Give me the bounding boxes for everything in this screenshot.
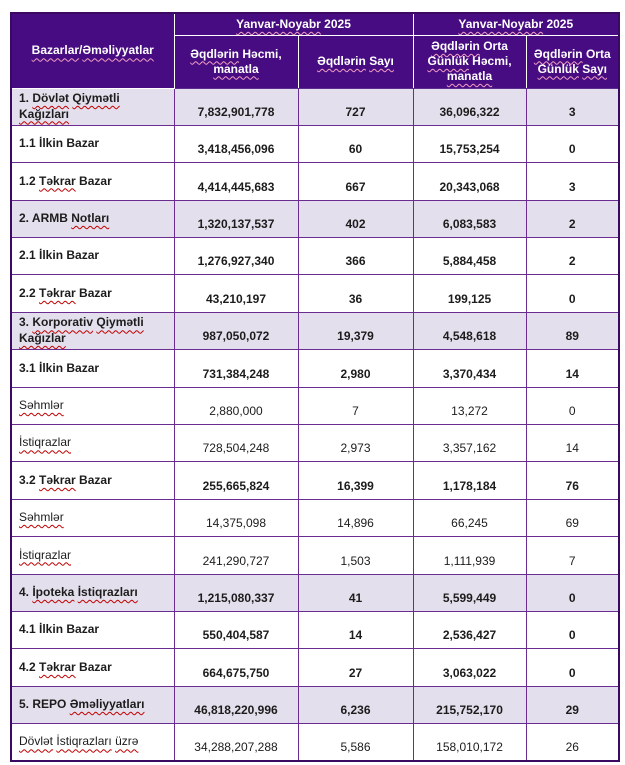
section-row [11, 312, 619, 349]
value-cell: 2,980 [298, 350, 413, 387]
plain-text: Bazar [75, 472, 112, 487]
value-cell: 550,404,587 [174, 611, 298, 648]
spellcheck-wavy-text: Qiymətli [96, 315, 144, 330]
plain-text: 1.2 [19, 173, 40, 188]
value-cell: 1,178,184 [413, 462, 526, 499]
value-cell: 20,343,068 [413, 163, 526, 200]
table-row [11, 499, 619, 536]
section-row [11, 88, 619, 125]
spellcheck-wavy-text: İstiqrazları [77, 584, 138, 599]
value-cell: 26 [526, 724, 619, 761]
plain-text: Həcmi, [239, 46, 282, 61]
plain-text: / [79, 43, 83, 58]
value-cell: 366 [298, 238, 413, 275]
row-label [11, 163, 174, 200]
value-cell: 402 [298, 200, 413, 237]
value-cell: 0 [526, 387, 619, 424]
header-group-row [11, 13, 619, 35]
value-cell: 1,320,137,537 [174, 200, 298, 237]
value-cell: 29 [526, 686, 619, 723]
plain-text: 3. [19, 315, 33, 330]
value-cell: 1,111,939 [413, 537, 526, 574]
value-cell: 199,125 [413, 275, 526, 312]
plain-text: 4.2 [19, 659, 40, 674]
spellcheck-wavy-text: Əməliyyatları [69, 697, 145, 712]
section-row [11, 574, 619, 611]
value-cell: 14 [526, 350, 619, 387]
header-cell-metric-2 [298, 35, 413, 88]
table-body [11, 88, 619, 761]
value-cell: 66,245 [413, 499, 526, 536]
row-label [11, 350, 174, 387]
table-row [11, 462, 619, 499]
spellcheck-wavy-text: Kağızlar [19, 331, 66, 346]
row-label [11, 125, 174, 162]
spellcheck-wavy-text: Korporativ [32, 315, 94, 330]
value-cell: 0 [526, 275, 619, 312]
value-cell: 241,290,727 [174, 537, 298, 574]
value-cell: 1,276,927,340 [174, 238, 298, 275]
value-cell: 89 [526, 312, 619, 349]
table-row [11, 537, 619, 574]
plain-text: Həcmi, [468, 54, 512, 68]
plain-text: 3.2 [19, 472, 40, 487]
spellcheck-wavy-text: Əməliyyatlar [82, 43, 154, 58]
value-cell: 36 [298, 275, 413, 312]
row-label [11, 649, 174, 686]
value-cell: 19,379 [298, 312, 413, 349]
spellcheck-wavy-text: Əqdlərin [533, 46, 583, 61]
plain-text: 1. [19, 91, 33, 106]
value-cell: 0 [526, 611, 619, 648]
table-row [11, 163, 619, 200]
section-row [11, 200, 619, 237]
value-cell: 5,586 [298, 724, 413, 761]
value-cell: 0 [526, 125, 619, 162]
value-cell: 6,236 [298, 686, 413, 723]
value-cell: 7 [298, 387, 413, 424]
header-cell-period-group-2 [413, 13, 619, 35]
row-label [11, 462, 174, 499]
spellcheck-wavy-text: Yanvar-Noyabr [458, 16, 544, 31]
spellcheck-wavy-text: Səhmlər [19, 510, 64, 525]
header-cell-metric-1 [174, 35, 298, 88]
value-cell: 727 [298, 88, 413, 125]
table-row [11, 724, 619, 761]
table-row [11, 649, 619, 686]
spellcheck-wavy-text: Sayı [582, 61, 607, 76]
value-cell: 3 [526, 163, 619, 200]
value-cell: 158,010,172 [413, 724, 526, 761]
header-cell-metric-4 [526, 35, 619, 88]
value-cell: 4,548,618 [413, 312, 526, 349]
value-cell: 215,752,170 [413, 686, 526, 723]
value-cell: 667 [298, 163, 413, 200]
spellcheck-wavy-text: İstiqrazlar [19, 547, 72, 562]
securities-market-table [10, 12, 620, 762]
value-cell: 60 [298, 125, 413, 162]
spellcheck-wavy-text: Notları [71, 211, 110, 226]
value-cell: 664,675,750 [174, 649, 298, 686]
value-cell: 2,880,000 [174, 387, 298, 424]
row-label [11, 686, 174, 723]
spellcheck-wavy-text: İstiqrazları [56, 734, 112, 749]
spellcheck-wavy-text: Qiymətli [72, 91, 120, 106]
plain-text: 2025 [543, 16, 574, 31]
plain-text: 1.1 İlkin Bazar [19, 136, 100, 151]
spellcheck-wavy-text: Yanvar-Noyabr [236, 16, 321, 31]
header-cell-period-group-1 [174, 13, 413, 35]
value-cell: 43,210,197 [174, 275, 298, 312]
plain-text: 4. [19, 584, 33, 599]
value-cell: 27 [298, 649, 413, 686]
table-row [11, 387, 619, 424]
value-cell: 5,599,449 [413, 574, 526, 611]
plain-text: Bazar [75, 285, 112, 300]
spellcheck-wavy-text: Günlük [537, 61, 579, 76]
row-label [11, 611, 174, 648]
row-label [11, 574, 174, 611]
plain-text: Orta [479, 39, 508, 53]
value-cell: 0 [526, 574, 619, 611]
spellcheck-wavy-text: Təkrar [39, 285, 76, 300]
value-cell: 4,414,445,683 [174, 163, 298, 200]
value-cell: 3,418,456,096 [174, 125, 298, 162]
value-cell: 7,832,901,778 [174, 88, 298, 125]
table-row [11, 611, 619, 648]
value-cell: 3,370,434 [413, 350, 526, 387]
value-cell: 731,384,248 [174, 350, 298, 387]
spellcheck-wavy-text: Təkrar [39, 173, 76, 188]
row-label [11, 238, 174, 275]
value-cell: 14,896 [298, 499, 413, 536]
section-row [11, 686, 619, 723]
spellcheck-wavy-text: Sayı [369, 54, 394, 68]
row-label [11, 499, 174, 536]
spellcheck-wavy-text: Dövlət [32, 91, 70, 106]
spellcheck-wavy-text: Əqdlərin [190, 46, 240, 61]
row-label [11, 425, 174, 462]
value-cell: 1,215,080,337 [174, 574, 298, 611]
row-label [11, 88, 174, 125]
value-cell: 14 [526, 425, 619, 462]
value-cell: 41 [298, 574, 413, 611]
value-cell: 987,050,072 [174, 312, 298, 349]
spellcheck-wavy-text: Dövlət [19, 734, 54, 749]
plain-text: 2. ARMB [19, 211, 72, 226]
row-label [11, 387, 174, 424]
value-cell: 3,063,022 [413, 649, 526, 686]
table-row [11, 350, 619, 387]
value-cell: 2,536,427 [413, 611, 526, 648]
value-cell: 728,504,248 [174, 425, 298, 462]
value-cell: 255,665,824 [174, 462, 298, 499]
spellcheck-wavy-text: manatla [446, 69, 493, 83]
value-cell: 2,973 [298, 425, 413, 462]
value-cell: 3,357,162 [413, 425, 526, 462]
spellcheck-wavy-text: Əqdlərin [431, 39, 480, 53]
spellcheck-wavy-text: manatla [213, 61, 259, 76]
plain-text: Orta [582, 46, 611, 61]
value-cell: 36,096,322 [413, 88, 526, 125]
header-cell-markets-operations [11, 13, 174, 88]
value-cell: 34,288,207,288 [174, 724, 298, 761]
table-header [11, 13, 619, 88]
plain-text: 2.2 [19, 285, 40, 300]
value-cell: 15,753,254 [413, 125, 526, 162]
value-cell: 0 [526, 649, 619, 686]
value-cell: 1,503 [298, 537, 413, 574]
spellcheck-wavy-text: Günlük [427, 54, 469, 68]
table-row [11, 275, 619, 312]
plain-text: 3.1 İlkin Bazar [19, 360, 100, 375]
value-cell: 16,399 [298, 462, 413, 499]
spellcheck-wavy-text: üzrə [115, 734, 139, 749]
value-cell: 46,818,220,996 [174, 686, 298, 723]
value-cell: 6,083,583 [413, 200, 526, 237]
value-cell: 2 [526, 238, 619, 275]
plain-text: 5. REPO [19, 697, 70, 712]
table-row [11, 238, 619, 275]
spellcheck-wavy-text: İpoteka [32, 584, 75, 599]
spellcheck-wavy-text: İstiqrazlar [19, 435, 72, 450]
value-cell: 7 [526, 537, 619, 574]
value-cell: 5,884,458 [413, 238, 526, 275]
plain-text: Bazar [75, 173, 112, 188]
securities-market-table-container [10, 12, 620, 762]
header-cell-metric-3 [413, 35, 526, 88]
value-cell: 13,272 [413, 387, 526, 424]
row-label [11, 537, 174, 574]
value-cell: 14,375,098 [174, 499, 298, 536]
table-row [11, 125, 619, 162]
spellcheck-wavy-text: Təkrar [39, 659, 76, 674]
row-label [11, 200, 174, 237]
plain-text: Bazar [75, 659, 112, 674]
plain-text: 2025 [320, 16, 351, 31]
spellcheck-wavy-text: Təkrar [39, 472, 76, 487]
value-cell: 2 [526, 200, 619, 237]
table-row [11, 425, 619, 462]
spellcheck-wavy-text: Səhmlər [19, 398, 64, 413]
value-cell: 69 [526, 499, 619, 536]
spellcheck-wavy-text: Kağızları [19, 106, 70, 121]
plain-text: 4.1 İlkin Bazar [19, 622, 100, 637]
plain-text: 2.1 İlkin Bazar [19, 248, 100, 263]
row-label [11, 724, 174, 761]
spellcheck-wavy-text: Bazarlar [31, 43, 80, 58]
row-label [11, 312, 174, 349]
spellcheck-wavy-text: Əqdlərin [317, 54, 366, 68]
value-cell: 76 [526, 462, 619, 499]
row-label [11, 275, 174, 312]
value-cell: 3 [526, 88, 619, 125]
value-cell: 14 [298, 611, 413, 648]
